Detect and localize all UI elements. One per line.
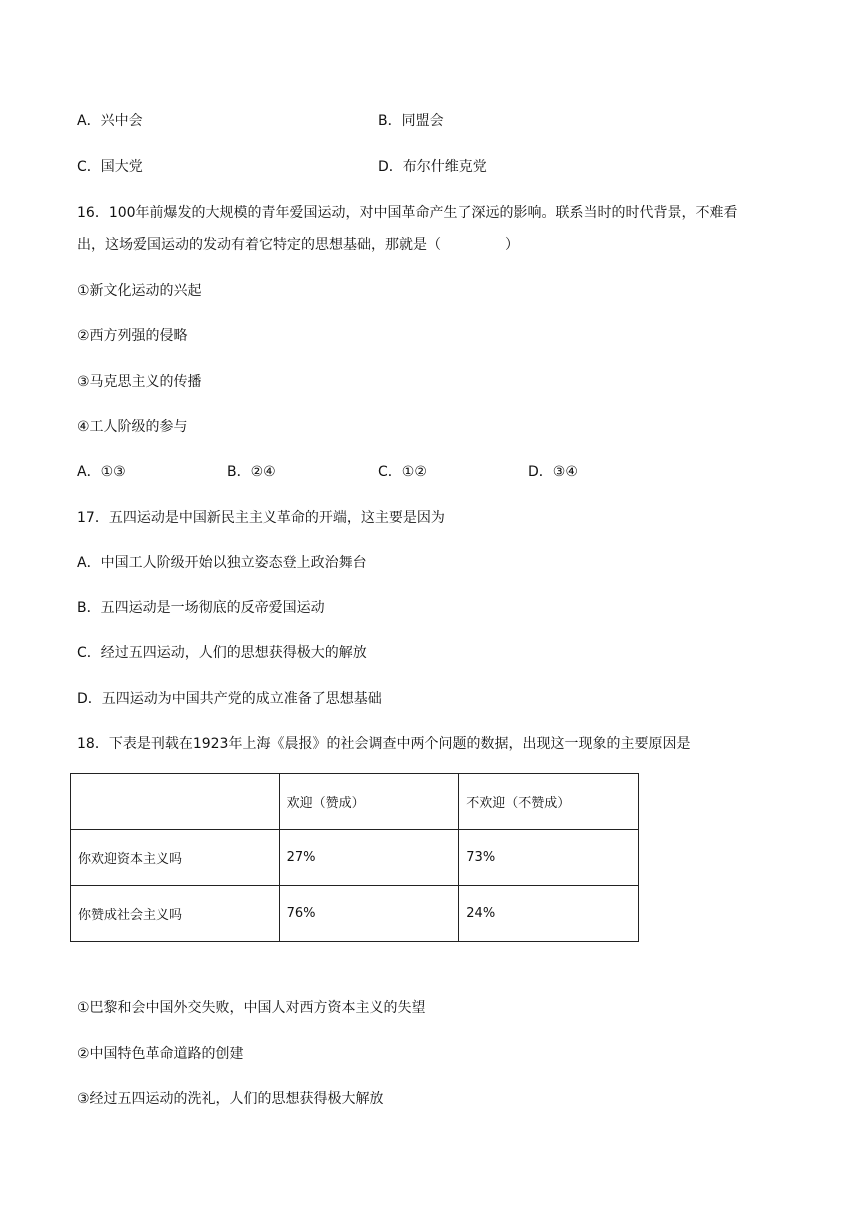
q15-option-c: C．国大党 xyxy=(77,159,143,175)
table-cell-welcome: 27% xyxy=(279,830,459,886)
q17-option-c: C．经过五四运动，人们的思想获得极大的解放 xyxy=(77,645,367,661)
q16-item-1: ①新文化运动的兴起 xyxy=(77,283,202,299)
table-header-row xyxy=(71,774,639,830)
q16-item-2: ②西方列强的侵略 xyxy=(77,328,188,344)
table-cell-welcome: 76% xyxy=(279,886,459,942)
table-row xyxy=(71,886,639,942)
q16-stem-close: ） xyxy=(505,237,519,253)
q16-stem-text: 出，这场爱国运动的发动有着它特定的思想基础，那就是（ xyxy=(77,237,441,253)
table-header-cell: 不欢迎（不赞成） xyxy=(459,774,639,830)
q18-item-2: ②中国特色革命道路的创建 xyxy=(77,1046,244,1062)
q18-item-1: ①巴黎和会中国外交失败，中国人对西方资本主义的失望 xyxy=(77,1000,426,1016)
q17-option-a: A．中国工人阶级开始以独立姿态登上政治舞台 xyxy=(77,555,367,571)
q17-stem: 17．五四运动是中国新民主主义革命的开端，这主要是因为 xyxy=(77,510,445,526)
q16-item-3: ③马克思主义的传播 xyxy=(77,374,202,390)
q16-item-4: ④工人阶级的参与 xyxy=(77,419,188,435)
table-row xyxy=(71,830,639,886)
q17-option-d: D．五四运动为中国共产党的成立准备了思想基础 xyxy=(77,691,382,707)
table-cell-unwelcome: 24% xyxy=(459,886,639,942)
table-header-cell: 欢迎（赞成） xyxy=(279,774,459,830)
survey-table xyxy=(70,773,639,942)
table-cell-unwelcome: 73% xyxy=(459,830,639,886)
q15-option-d: D．布尔什维克党 xyxy=(378,159,487,175)
q16-option-d: D．③④ xyxy=(528,464,578,480)
q16-option-a: A．①③ xyxy=(77,464,126,480)
q16-option-c: C．①② xyxy=(378,464,427,480)
q17-option-b: B．五四运动是一场彻底的反帝爱国运动 xyxy=(77,600,325,616)
q18-item-3: ③经过五四运动的洗礼，人们的思想获得极大解放 xyxy=(77,1091,384,1107)
q16-option-b: B．②④ xyxy=(227,464,276,480)
q15-option-b: B．同盟会 xyxy=(378,113,444,129)
q16-stem-line2 xyxy=(77,235,519,255)
table-cell-question: 你赞成社会主义吗 xyxy=(71,886,280,942)
q15-option-a: A．兴中会 xyxy=(77,113,143,129)
q16-stem-line1: 16．100年前爆发的大规模的青年爱国运动，对中国革命产生了深远的影响。联系当时的时代背景，不难看 xyxy=(77,205,738,221)
table-cell-question: 你欢迎资本主义吗 xyxy=(71,830,280,886)
table-header-cell xyxy=(71,774,280,830)
q18-stem: 18．下表是刊载在1923年上海《晨报》的社会调查中两个问题的数据，出现这一现象的主要原因是 xyxy=(77,736,691,752)
